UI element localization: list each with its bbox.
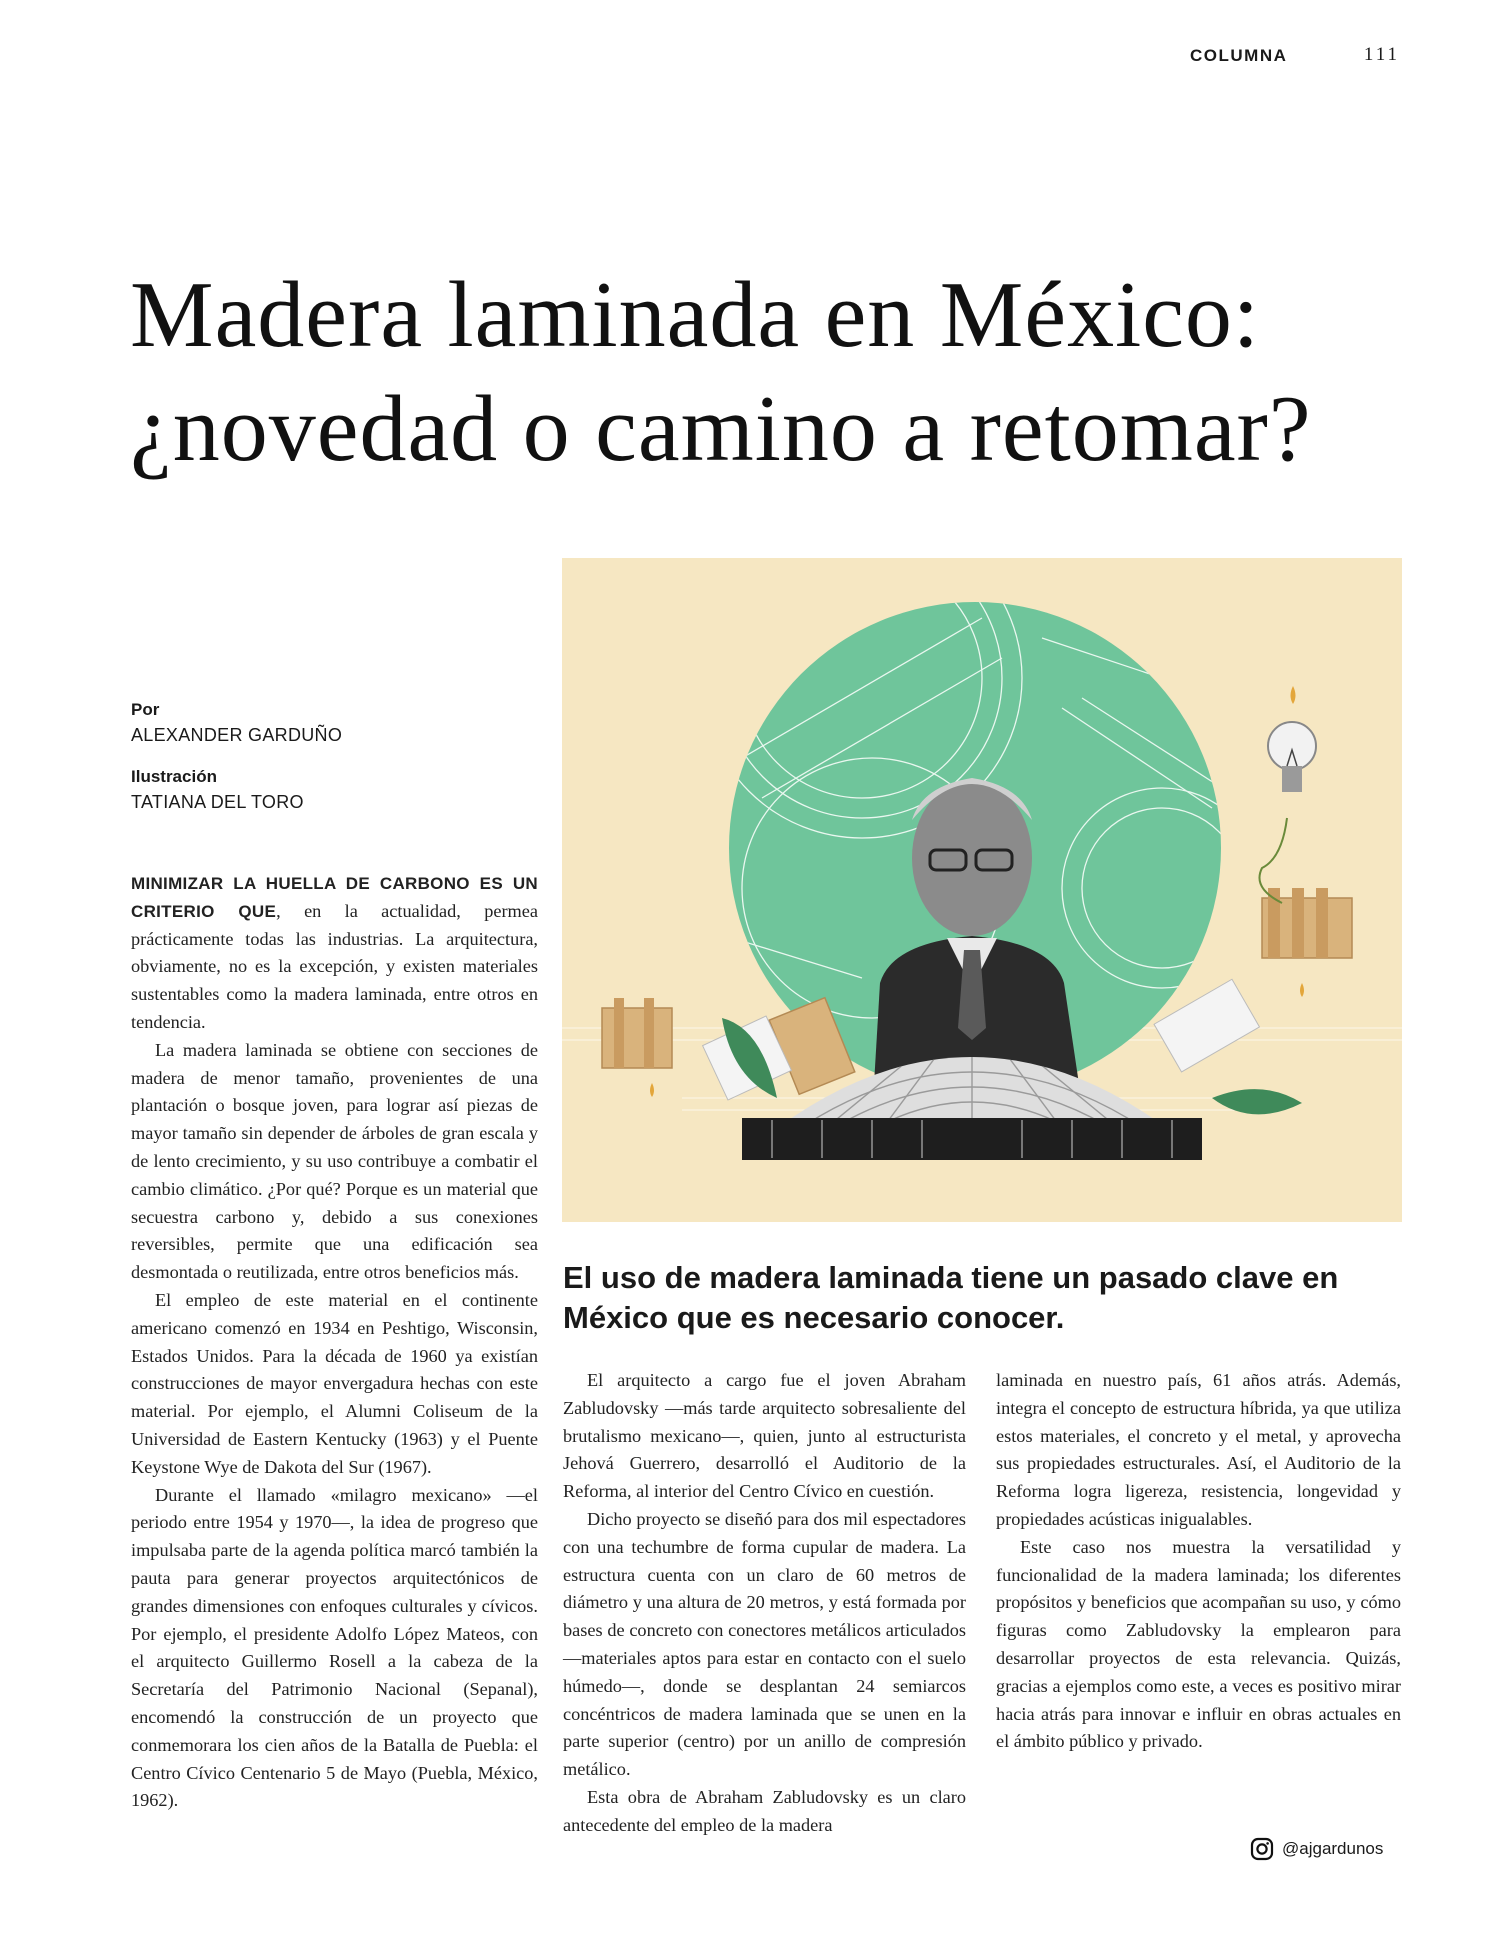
illustrator-name: TATIANA DEL TORO (131, 792, 304, 812)
body-paragraph (131, 870, 538, 1037)
social-handle: @ajgardunos (1282, 1839, 1384, 1858)
body-paragraph: El arquitecto a cargo fue el joven Abraham Zabludovsky —más tarde arquitecto sobresaliente del brutalismo mexicano—, quien, junto al estructurista Jehová Guerrero, desarrolló el Auditorio de la Reforma, al interior del Centro Cívico en cuestión. (563, 1370, 966, 1502)
title-line-2: ¿novedad o camino a retomar? (130, 377, 1312, 481)
page-number: 111 (1363, 44, 1400, 65)
lead-in-caps: MINIMIZAR LA HUELLA DE CARBONO ES UN CRITERIO QUE (131, 874, 538, 921)
section-label: COLUMNA (1190, 46, 1288, 65)
article-illustration (562, 558, 1402, 1222)
illustrator-label: Ilustración (131, 767, 217, 786)
body-paragraph: Dicho proyecto se diseñó para dos mil espectadores con una techumbre de forma cupular de madera. La estructura cuenta con un claro de 60 metros de diámetro y una altura de 20 metros, y está formada por bases de concreto con conectores metálicos articulados —materiales aptos para estar en contacto con el suelo húmedo—, donde se desplantan 24 semiarcos concéntricos de madera laminada que se unen en la parte superior (centro) por un anillo de compresión metálico. (563, 1508, 966, 1780)
instagram-icon (1250, 1837, 1274, 1861)
body-paragraph: Este caso nos muestra la versatilidad y funcionalidad de la madera laminada; los diferentes propósitos y beneficios que acompañan su uso, y cómo figuras como Zabludovsky la emplearon para desarrollar proyectos de esta relevancia. Quizás, gracias a ejemplos como este, a veces es positivo mirar hacia atrás para innovar e influir en obras actuales en el ámbito público y privado. (996, 1536, 1401, 1752)
author-social (1250, 1837, 1410, 1863)
body-column-2 (563, 1367, 966, 1840)
pull-quote: El uso de madera laminada tiene un pasado clave en México que es necesario conocer. (563, 1260, 1339, 1335)
body-paragraph: La madera laminada se obtiene con secciones de madera de menor tamaño, provenientes de una plantación o bosque joven, para lograr así piezas de mayor tamaño sin depender de árboles de gran escala y de lento crecimiento, y su uso contribuye a combatir el cambio climático. ¿Por qué? Porque es un material que secuestra carbono y, debido a sus conexiones reversibles, permite que una edificación sea desmontada o reutilizada, entre otros beneficios más. (131, 1039, 538, 1283)
body-column-3 (996, 1367, 1401, 1756)
author-name: ALEXANDER GARDUÑO (131, 725, 343, 745)
title-line-1: Madera laminada en México: (130, 263, 1261, 367)
body-paragraph: Esta obra de Abraham Zabludovsky es un claro antecedente del empleo de la madera (563, 1786, 966, 1835)
lead-in-rest: , en la actualidad, permea prácticamente todas las industrias. La arquitectura, obviamente, no es la excepción, y existen materiales sustentables como la madera laminada, entre otros en tendencia. (131, 900, 538, 1032)
body-paragraph: El empleo de este material en el continente americano comenzó en 1934 en Peshtigo, Wisconsin, Estados Unidos. Para la década de 1960 ya existían construcciones de mayor envergadura hechas con este material. Por ejemplo, el Alumni Coliseum de la Universidad de Eastern Kentucky (1963) y el Puente Keystone Wye de Dakota del Sur (1967). (131, 1289, 538, 1477)
body-paragraph: Durante el llamado «milagro mexicano» —el periodo entre 1954 y 1970—, la idea de progreso que impulsaba parte de la agenda política marcó también la pauta para generar proyectos arquitectónicos de grandes dimensiones con enfoques culturales y cívicos. Por ejemplo, el presidente Adolfo López Mateos, con el arquitecto Guillermo Rosell a la cabeza de la Secretaría del Patrimonio Nacional (Sepanal), encomendó la construcción de un proyecto que conmemorara los cien años de la Batalla de Puebla: el Centro Cívico Centenario 5 de Mayo (Puebla, México, 1962). (131, 1484, 538, 1811)
collage-illustration (562, 558, 1402, 1222)
page-header (1190, 46, 1410, 70)
author-label: Por (131, 700, 160, 719)
building-base (742, 1118, 1202, 1160)
article-credits (131, 699, 531, 813)
body-column-1 (131, 870, 538, 1815)
body-paragraph: laminada en nuestro país, 61 años atrás. Además, integra el concepto de estructura híbrida, ya que utiliza estos materiales, el concreto y el metal, y aprovecha sus propiedades estructurales. Así, el Auditorio de la Reforma logra ligereza, resistencia, longevidad y propiedades acústicas inigualables. (996, 1370, 1401, 1529)
article-title (130, 258, 1420, 486)
